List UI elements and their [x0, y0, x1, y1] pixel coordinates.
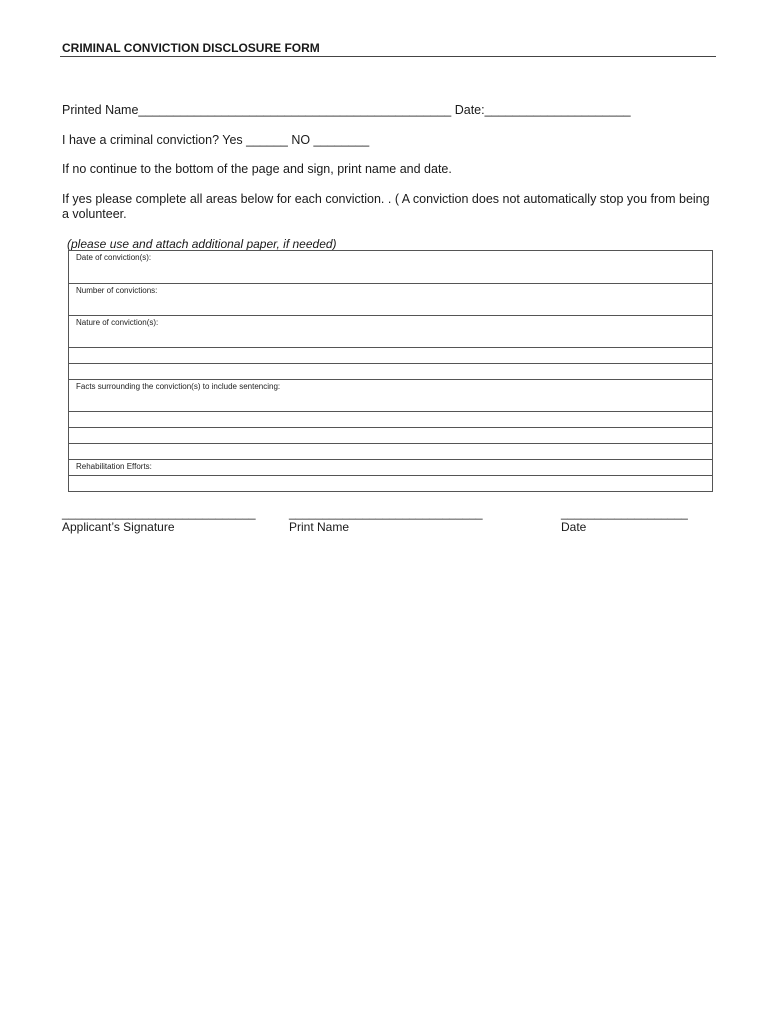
- yes-instruction: If yes please complete all areas below for each conviction. . ( A conviction does not automatically stop you from being a volunteer.: [62, 192, 710, 221]
- table-row[interactable]: [69, 428, 712, 444]
- date-label: Date: [561, 520, 587, 534]
- table-row[interactable]: [69, 348, 712, 364]
- form-title: CRIMINAL CONVICTION DISCLOSURE FORM: [62, 41, 320, 55]
- row-label: Number of convictions:: [76, 286, 158, 295]
- table-row[interactable]: [69, 444, 712, 460]
- table-row[interactable]: [69, 476, 712, 492]
- row-label: Nature of conviction(s):: [76, 318, 159, 327]
- title-underline: [60, 56, 716, 57]
- table-row-rehabilitation[interactable]: [69, 460, 712, 476]
- conviction-details-table: [68, 250, 713, 492]
- conviction-question[interactable]: I have a criminal conviction? Yes ______ NO ________: [62, 133, 370, 147]
- print-name-label: Print Name: [289, 520, 350, 534]
- attach-paper-note: (please use and attach additional paper, if needed): [67, 237, 337, 251]
- date-line[interactable]: ___________________: [561, 506, 688, 520]
- applicant-signature-label: Applicant’s Signature: [62, 520, 175, 534]
- row-label: Date of conviction(s):: [76, 253, 152, 262]
- table-row[interactable]: [69, 364, 712, 380]
- printed-name-date-line[interactable]: Printed Name_____________________________________________ Date:_____________________: [62, 103, 631, 117]
- table-row[interactable]: [69, 412, 712, 428]
- table-row-number[interactable]: [69, 284, 712, 316]
- no-instruction: If no continue to the bottom of the page and sign, print name and date.: [62, 162, 452, 176]
- table-row-date[interactable]: [69, 251, 712, 284]
- row-label: Rehabilitation Efforts:: [76, 462, 152, 471]
- print-name-line[interactable]: _____________________________: [289, 506, 483, 520]
- applicant-signature-line[interactable]: _____________________________: [62, 506, 256, 520]
- table-row-facts[interactable]: [69, 380, 712, 412]
- table-row-nature[interactable]: [69, 316, 712, 348]
- row-label: Facts surrounding the conviction(s) to include sentencing:: [76, 382, 281, 391]
